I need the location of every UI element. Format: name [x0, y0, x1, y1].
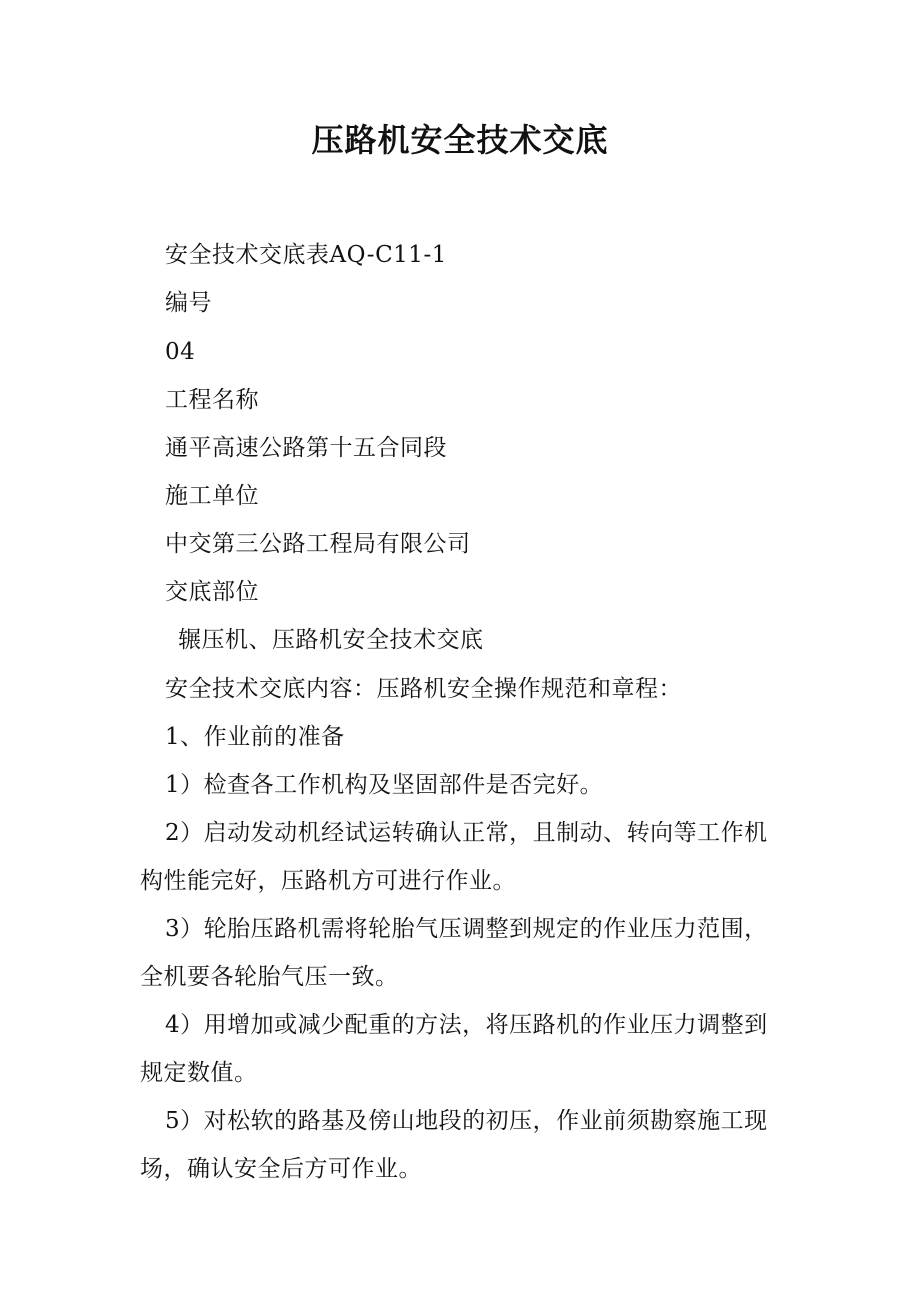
list-item: 3）轮胎压路机需将轮胎气压调整到规定的作业压力范围，全机要各轮胎气压一致。 — [140, 916, 768, 990]
project-label: 工程名称 — [165, 387, 259, 413]
list-item: 2）启动发动机经试运转确认正常，且制动、转向等工作机构性能完好，压路机方可进行作业。 — [140, 820, 768, 894]
contractor-value: 中交第三公路工程局有限公司 — [165, 531, 471, 557]
project-value: 通平高速公路第十五合同段 — [165, 435, 447, 461]
form-code: 安全技术交底表AQ-C11-1 — [165, 242, 447, 268]
location-value: 辗压机、压路机安全技术交底 — [178, 627, 484, 653]
list-item: 4）用增加或减少配重的方法，将压路机的作业压力调整到规定数值。 — [140, 1012, 768, 1086]
number-value: 04 — [165, 339, 196, 365]
section-heading: 1、作业前的准备 — [165, 724, 345, 750]
list-item: 1）检查各工作机构及坚固部件是否完好。 — [165, 772, 604, 798]
page-title: 压路机安全技术交底 — [311, 121, 609, 159]
list-item: 5）对松软的路基及傍山地段的初压，作业前须勘察施工现场，确认安全后方可作业。 — [140, 1108, 768, 1182]
location-label: 交底部位 — [165, 579, 259, 605]
content-heading: 安全技术交底内容：压路机安全操作规范和章程： — [165, 676, 682, 702]
contractor-label: 施工单位 — [165, 483, 259, 509]
number-label: 编号 — [165, 290, 212, 316]
